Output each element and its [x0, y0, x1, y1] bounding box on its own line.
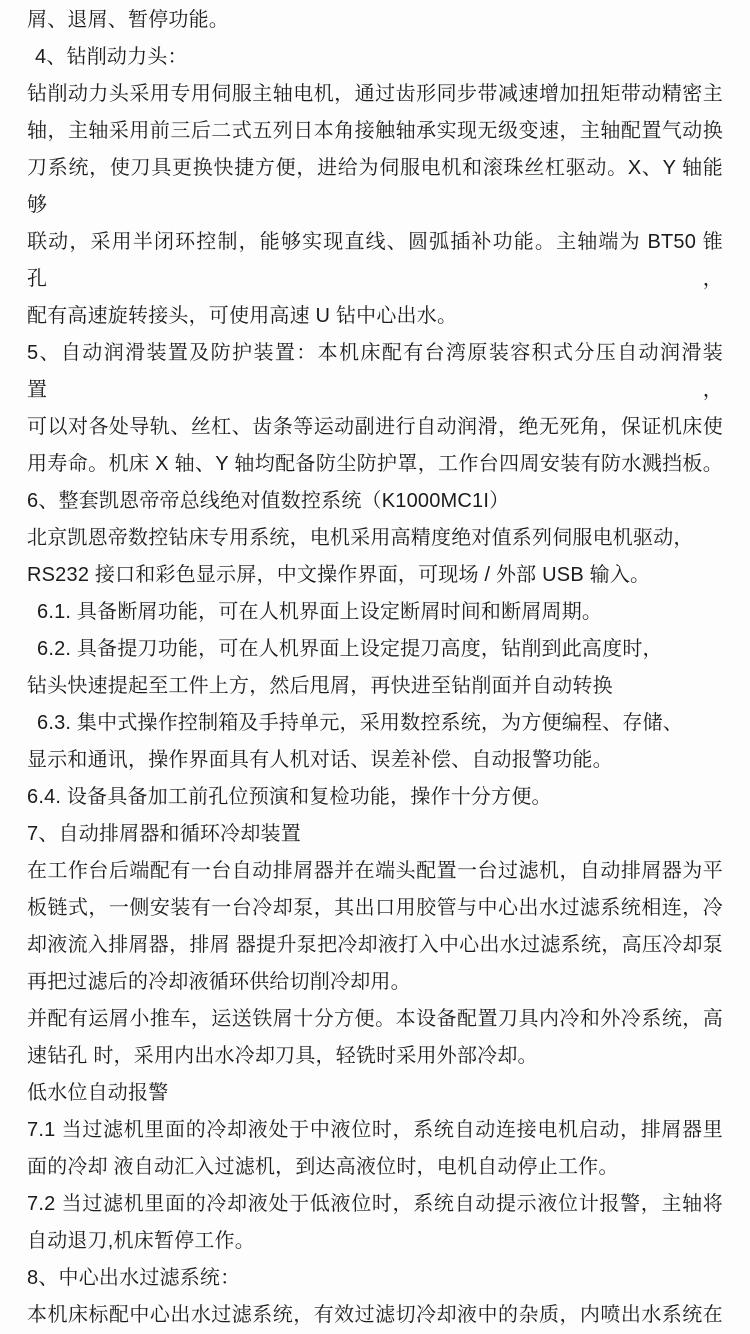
text-line: 显示和通讯，操作界面具有人机对话、误差补偿、自动报警功能。 [27, 749, 613, 771]
text-lines [27, 2, 723, 1334]
text-line: 用寿命。机床 X 轴、Y 轴均配备防尘防护罩，工作台四周安装有防水溅挡板。 [27, 453, 723, 475]
text-line: 4、钻削动力头： [35, 46, 188, 68]
text-line: 5、自动润滑装置及防护装置：本机床配有台湾原装容积式分压自动润滑装置， [27, 342, 723, 401]
text-line: 再把过滤后的冷却液循环供给切削冷却用。 [27, 971, 411, 993]
text-line: 钻削动力头采用专用伺服主轴电机，通过齿形同步带减速增加扭矩带动精密主 [27, 83, 723, 105]
text-line: 6.2. 具备提刀功能，可在人机界面上设定提刀高度，钻削到此高度时， [37, 638, 663, 660]
text-line: 联动，采用半闭环控制，能够实现直线、圆弧插补功能。主轴端为 BT50 锥孔， [27, 231, 723, 290]
text-line: 可以对各处导轨、丝杠、齿条等运动副进行自动润滑，绝无死角，保证机床使 [27, 416, 723, 438]
text-line: 配有高速旋转接头，可使用高速 U 钻中心出水。 [27, 305, 458, 327]
text-line: 刀系统，使刀具更换快捷方便，进给为伺服电机和滚珠丝杠驱动。X、Y 轴能够 [27, 157, 723, 216]
text-line: 钻头快速提起至工件上方，然后甩屑，再快进至钻削面并自动转换 [27, 675, 613, 697]
text-line: 北京凯恩帝数控钻床专用系统，电机采用高精度绝对值系列伺服电机驱动， [27, 527, 694, 549]
text-line: 屑、退屑、暂停功能。 [27, 9, 229, 31]
text-line: 在工作台后端配有一台自动排屑器并在端头配置一台过滤机，自动排屑器为平 [27, 860, 723, 882]
text-line: 速钻孔 时，采用内出水冷却刀具，轻铣时采用外部冷却。 [27, 1045, 538, 1067]
text-line: 却液流入排屑器，排屑 器提升泵把冷却液打入中心出水过滤系统，高压冷却泵 [27, 934, 723, 956]
text-line: 7.1 当过滤机里面的冷却液处于中液位时，系统自动连接电机启动，排屑器里 [27, 1119, 723, 1141]
text-line: 6.1. 具备断屑功能，可在人机界面上设定断屑时间和断屑周期。 [37, 601, 603, 623]
text-line: 6.3. 集中式操作控制箱及手持单元，采用数控系统，为方便编程、存储、 [37, 712, 683, 734]
text-line: 并配有运屑小推车，运送铁屑十分方便。本设备配置刀具内冷和外冷系统，高 [27, 1008, 723, 1030]
text-line: 板链式，一侧安装有一台冷却泵，其出口用胶管与中心出水过滤系统相连，冷 [27, 897, 723, 919]
text-line: 自动退刀,机床暂停工作。 [27, 1230, 255, 1252]
text-line: 7.2 当过滤机里面的冷却液处于低液位时，系统自动提示液位计报警，主轴将 [27, 1193, 723, 1215]
text-line: 8、中心出水过滤系统： [27, 1267, 241, 1289]
text-line: 6.4. 设备具备加工前孔位预演和复检功能，操作十分方便。 [27, 786, 552, 808]
text-line: 面的冷却 液自动汇入过滤机，到达高液位时，电机自动停止工作。 [27, 1156, 619, 1178]
text-line: 轴，主轴采用前三后二式五列日本角接触轴承实现无级变速，主轴配置气动换 [27, 120, 723, 142]
text-line: 本机床标配中心出水过滤系统，有效过滤切冷却液中的杂质，内喷出水系统在 [27, 1304, 723, 1326]
text-line: 低水位自动报警 [27, 1082, 169, 1104]
text-line: 6、整套凯恩帝帝总线绝对值数控系统（K1000MC1I） [27, 490, 510, 512]
text-line: 7、自动排屑器和循环冷却装置 [27, 823, 301, 845]
document-body [27, 2, 723, 1334]
text-line: RS232 接口和彩色显示屏，中文操作界面，可现场 / 外部 USB 输入。 [27, 564, 651, 586]
